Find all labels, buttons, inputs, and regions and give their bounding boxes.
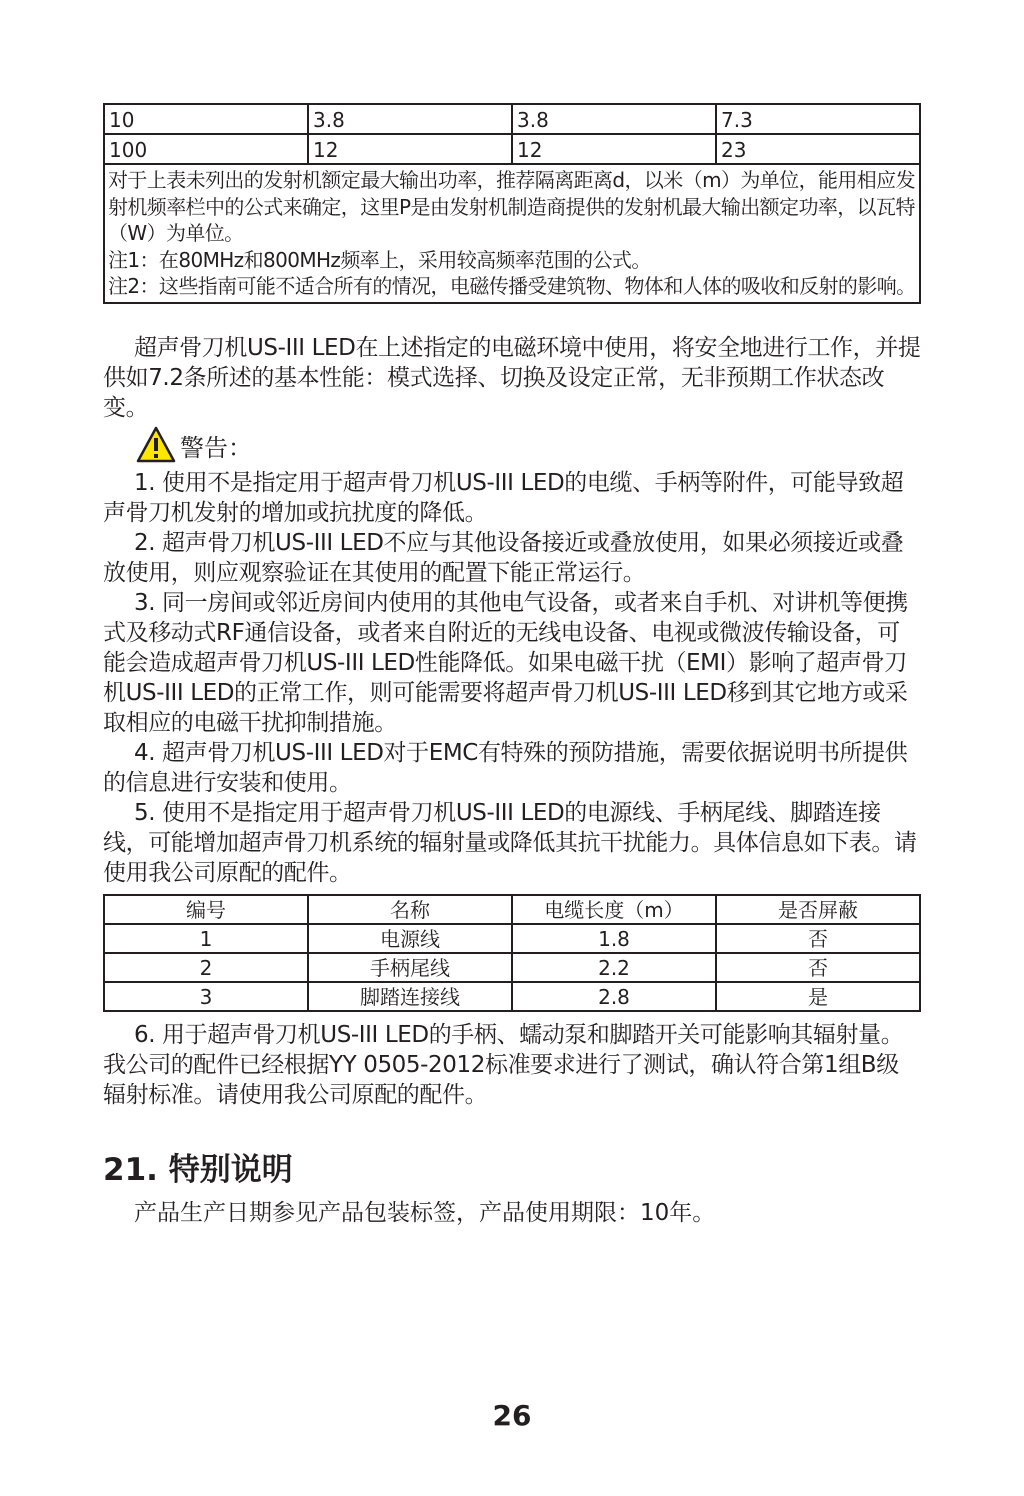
warning-item-6: 6. 用于超声骨刀机US-III LED的手柄、蠕动泵和脚踏开关可能影响其辐射量。我公司的配件已经根据YY 0505-2012标准要求进行了测试，确认符合第1组B级辐射标准。请使用我公司原配的配件。	[103, 1022, 904, 1108]
table-note-row	[104, 164, 920, 303]
table-row	[104, 104, 920, 134]
intro-text	[103, 333, 921, 423]
header-shielded: 是否屏蔽	[716, 895, 920, 924]
table-cell: 1	[104, 924, 308, 953]
table-cell: 3.8	[308, 104, 512, 134]
table-header-row	[104, 895, 920, 924]
table-cell: 100	[104, 134, 308, 164]
table-cell: 脚踏连接线	[308, 982, 512, 1011]
warning-item-5: 5. 使用不是指定用于超声骨刀机US-III LED的电源线、手柄尾线、脚踏连接线，可能增加超声骨刀机系统的辐射量或降低其抗干扰能力。具体信息如下表。请使用我公司原配的配件。	[103, 800, 917, 886]
table-note	[104, 164, 920, 303]
table-cell: 10	[104, 104, 308, 134]
table-cell: 1.8	[512, 924, 716, 953]
table-cell: 2.2	[512, 953, 716, 982]
item-6-text	[103, 1020, 921, 1110]
separation-distance-table	[103, 103, 921, 304]
table-cell: 手柄尾线	[308, 953, 512, 982]
table-cell: 电源线	[308, 924, 512, 953]
table-cell: 12	[308, 134, 512, 164]
table-cell: 否	[716, 924, 920, 953]
table-cell: 7.3	[716, 104, 920, 134]
note-1: 注1：在80MHz和800MHz频率上，采用较高频率范围的公式。	[108, 247, 651, 272]
table-row	[104, 924, 920, 953]
warning-triangle-icon	[136, 426, 176, 464]
cable-table	[103, 894, 921, 1012]
warning-heading	[136, 423, 252, 467]
note-paragraph: 对于上表未列出的发射机额定最大输出功率，推荐隔离距离d，以米（m）为单位，能用相应发射机频率栏中的公式来确定，这里P是由发射机制造商提供的发射机最大输出额定功率，以瓦特（W）为单位。	[108, 168, 915, 245]
warning-item-4: 4. 超声骨刀机US-III LED对于EMC有特殊的预防措施，需要依据说明书所提供的信息进行安装和使用。	[103, 740, 908, 796]
table-cell: 3	[104, 982, 308, 1011]
warning-item-3: 3. 同一房间或邻近房间内使用的其他电气设备，或者来自手机、对讲机等便携式及移动式RF通信设备，或者来自附近的无线电设备、电视或微波传输设备，可能会造成超声骨刀机US-III LED性能降低。如果电磁干扰（EMI）影响了超声骨刀机US-III LED的正常工作，则可能需要将超声骨刀机US-III LED移到其它地方或采取相应的电磁干扰抑制措施。	[103, 590, 908, 736]
intro-paragraph: 超声骨刀机US-III LED在上述指定的电磁环境中使用，将安全地进行工作，并提供如7.2条所述的基本性能：模式选择、切换及设定正常，无非预期工作状态改变。	[103, 335, 921, 421]
section-text: 产品生产日期参见产品包装标签，产品使用期限：10年。	[134, 1200, 716, 1226]
table-cell: 12	[512, 134, 716, 164]
table-cell: 2.8	[512, 982, 716, 1011]
table-row	[104, 134, 920, 164]
warning-item-2: 2. 超声骨刀机US-III LED不应与其他设备接近或叠放使用，如果必须接近或叠放使用，则应观察验证在其使用的配置下能正常运行。	[103, 530, 904, 586]
table-cell: 3.8	[512, 104, 716, 134]
page-number: 26	[492, 1399, 532, 1432]
table-row	[104, 953, 920, 982]
table-cell: 否	[716, 953, 920, 982]
warning-label: 警告：	[180, 433, 252, 462]
header-length: 电缆长度（m）	[512, 895, 716, 924]
section-title: 21. 特别说明	[103, 1152, 293, 1188]
table-cell: 是	[716, 982, 920, 1011]
note-2: 注2：这些指南可能不适合所有的情况，电磁传播受建筑物、物体和人体的吸收和反射的影响。	[108, 274, 916, 298]
header-number: 编号	[104, 895, 308, 924]
table-cell: 23	[716, 134, 920, 164]
table-row	[104, 982, 920, 1011]
header-name: 名称	[308, 895, 512, 924]
warning-items	[103, 468, 921, 888]
warning-item-1: 1. 使用不是指定用于超声骨刀机US-III LED的电缆、手柄等附件，可能导致超声骨刀机发射的增加或抗扰度的降低。	[103, 470, 904, 526]
table-cell: 2	[104, 953, 308, 982]
